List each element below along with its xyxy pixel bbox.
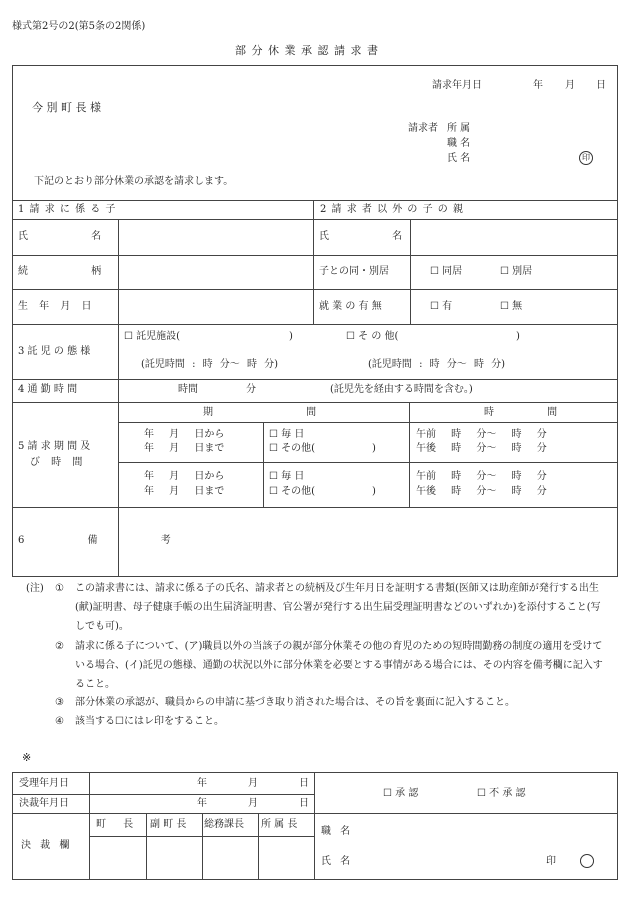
decision-day: 日	[299, 798, 309, 809]
request-date-label: 請求年月日	[432, 80, 482, 91]
office-name-label: 氏 名	[321, 856, 351, 867]
section1-title: 1 請 求 に 係 る 子	[18, 204, 117, 215]
note-2-num: ②	[55, 641, 64, 652]
commute-hours: 時間	[178, 384, 198, 395]
decision-column-label: 決 裁 欄	[21, 840, 70, 851]
row2-daily-checkbox[interactable]: ☐ 毎 日	[269, 471, 305, 482]
seal-mark: 印	[579, 151, 593, 165]
row2-pm: 午後 時 分〜 時 分	[416, 486, 547, 497]
received-year: 年	[197, 778, 207, 789]
row2-other-close: )	[372, 486, 376, 497]
office-use-mark: ※	[22, 751, 32, 764]
note-2-line-2: いる場合、(イ)託児の態様、通勤の状況以外に部分休業を必要とする事情がある場合には、その内容を備考欄に記入す	[75, 660, 603, 671]
decision-year: 年	[197, 798, 207, 809]
childcare-label: 3 託 児 の 態 様	[18, 346, 91, 357]
deputy-mayor-label: 副 町 長	[150, 819, 187, 830]
commute-note: (託児先を経由する時間を含む。)	[330, 384, 473, 395]
row2-other-checkbox[interactable]: ☐ その他(	[269, 486, 316, 497]
row1-am: 午前 時 分〜 時 分	[416, 429, 547, 440]
living-same-checkbox[interactable]: ☐ 同居	[430, 266, 463, 277]
row2-from: 年 月 日から	[144, 471, 225, 482]
note-4-num: ④	[55, 716, 64, 727]
notes-prefix: (注)	[26, 583, 44, 594]
period-label-2: び 時 間	[30, 457, 83, 468]
office-seal-label: 印	[546, 856, 556, 867]
parent-living-label: 子との同・別居	[319, 266, 389, 277]
facility-time: (託児時間 : 時 分〜 時 分)	[141, 359, 279, 370]
note-1-line-1: この請求書には、請求に係る子の氏名、請求者との続柄及び生年月日を証明する書類(医師又は助産師が発行する出生	[75, 583, 599, 594]
commute-minutes: 分	[246, 384, 256, 395]
row2-to: 年 月 日まで	[144, 486, 225, 497]
period-header: 期 間	[203, 407, 317, 418]
post-label: 職 名	[447, 138, 471, 149]
row1-other-close: )	[372, 443, 376, 454]
note-4-line-1: 該当する☐にはレ印をすること。	[75, 716, 224, 727]
other-close: )	[516, 331, 520, 342]
note-1-num: ①	[55, 583, 64, 594]
name-label: 氏 名	[447, 153, 471, 164]
row1-other-checkbox[interactable]: ☐ その他(	[269, 443, 316, 454]
child-relation-label: 続 柄	[18, 266, 102, 277]
commute-label: 4 通 勤 時 間	[18, 384, 78, 395]
row1-from: 年 月 日から	[144, 429, 225, 440]
row1-daily-checkbox[interactable]: ☐ 毎 日	[269, 429, 305, 440]
remarks-label: 6 備 考	[18, 535, 171, 546]
received-date-label: 受理年月日	[19, 778, 69, 789]
received-month: 月	[248, 778, 258, 789]
approve-checkbox[interactable]: ☐ 承 認	[383, 788, 419, 799]
form-number: 様式第2号の2(第5条の2関係)	[12, 21, 146, 32]
office-post-label: 職 名	[321, 826, 351, 837]
general-affairs-label: 総務課長	[204, 819, 244, 830]
facility-close: )	[289, 331, 293, 342]
child-birth-label: 生 年 月 日	[18, 301, 92, 312]
note-3-num: ③	[55, 697, 64, 708]
page-title: 部 分 休 業 承 認 請 求 書	[235, 44, 379, 57]
dept-label: 所 属	[447, 123, 471, 134]
other-time: (託児時間 : 時 分〜 時 分)	[368, 359, 506, 370]
requester-label: 請求者	[408, 123, 438, 134]
received-day: 日	[299, 778, 309, 789]
mayor-label: 町 長	[96, 819, 134, 830]
decision-month: 月	[248, 798, 258, 809]
child-name-label: 氏 名	[18, 231, 102, 242]
parent-name-label: 氏 名	[319, 231, 403, 242]
note-3-line-1: 部分休業の承認が、職員からの申請に基づき取り消された場合は、その旨を裏面に記入すること。	[75, 697, 515, 708]
facility-checkbox[interactable]: ☐ 託児施設(	[124, 331, 181, 342]
decision-date-label: 決裁年月日	[19, 798, 69, 809]
office-seal-circle	[580, 854, 594, 868]
note-1-line-3: しでも可)。	[75, 621, 129, 632]
period-label-1: 5 請 求 期 間 及	[18, 441, 91, 452]
request-month: 月	[565, 80, 575, 91]
employment-yes-checkbox[interactable]: ☐ 有	[430, 301, 453, 312]
section2-title: 2 請 求 者 以 外 の 子 の 親	[320, 204, 464, 215]
time-header: 時 間	[484, 407, 558, 418]
addressee: 今 別 町 長 様	[32, 101, 101, 114]
employment-no-checkbox[interactable]: ☐ 無	[500, 301, 523, 312]
row1-pm: 午後 時 分〜 時 分	[416, 443, 547, 454]
row2-am: 午前 時 分〜 時 分	[416, 471, 547, 482]
request-day: 日	[596, 80, 606, 91]
note-1-line-2: (献)証明書、母子健康手帳の出生届済証明書、官公署が発行する出生届受理証明書などのいずれか)を添付すること(写	[75, 602, 601, 613]
note-2-line-3: ること。	[75, 679, 115, 690]
other-checkbox[interactable]: ☐ そ の 他(	[346, 331, 399, 342]
dept-head-label: 所 属 長	[261, 819, 298, 830]
parent-employment-label: 就 業 の 有 無	[319, 301, 382, 312]
living-separate-checkbox[interactable]: ☐ 別居	[500, 266, 533, 277]
row1-to: 年 月 日まで	[144, 443, 225, 454]
remarks-field[interactable]	[119, 508, 617, 576]
reject-checkbox[interactable]: ☐ 不 承 認	[477, 788, 526, 799]
request-statement: 下記のとおり部分休業の承認を請求します。	[34, 176, 234, 187]
note-2-line-1: 請求に係る子について、(ア)職員以外の当該子の親が部分休業その他の育児のための短時間勤務の制度の適用を受けて	[75, 641, 603, 652]
main-form-frame	[12, 65, 618, 577]
request-year: 年	[533, 80, 543, 91]
